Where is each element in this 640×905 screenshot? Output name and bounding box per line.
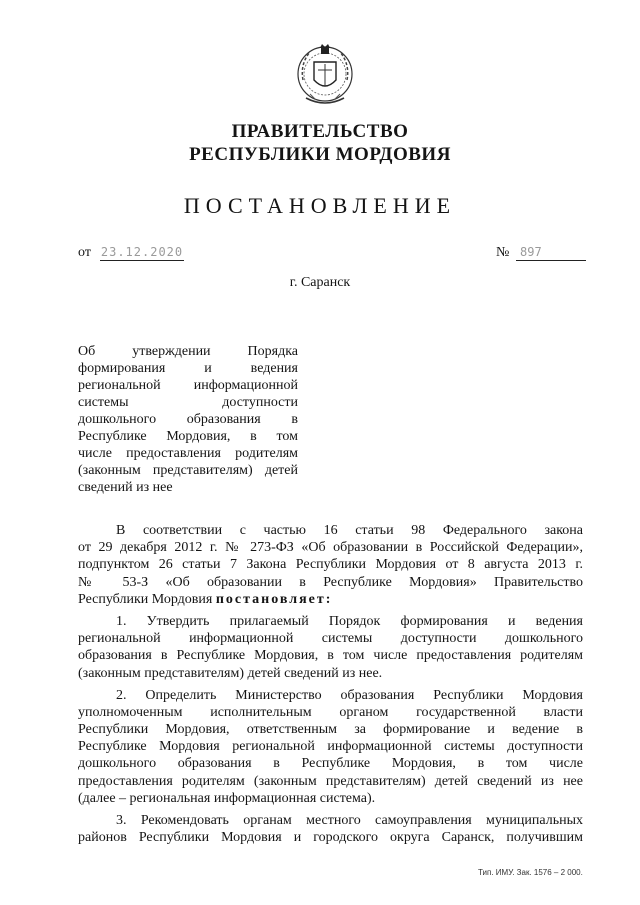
body-line: дошкольного образования в Республике Мордовия, в том числе (78, 756, 583, 772)
document-subject (78, 343, 298, 496)
subject-line: системы доступности (78, 395, 298, 410)
body-line: 1. Утвердить прилагаемый Порядок формирования и ведения (116, 613, 583, 629)
subject-line: числе предоставления родителям (78, 446, 298, 461)
body-line (78, 591, 583, 608)
preamble-end: Республики Мордовия (78, 591, 216, 607)
body-line: Республике Мордовия региональной информационной системы доступности (78, 739, 583, 755)
date-field: 23.12.2020 (100, 245, 184, 259)
coat-of-arms-mordovia-icon (294, 40, 356, 110)
subject-line: сведений из нее (78, 480, 173, 495)
resolves-keyword: постановляет: (215, 591, 333, 607)
body-line: предоставления родителям (законным представителям) детей сведений из нее (78, 773, 583, 789)
document-type-title: ПОСТАНОВЛЕНИЕ (183, 193, 457, 218)
subject-line: Республике Мордовия, в том (78, 429, 298, 444)
subject-line: формирования и ведения (78, 361, 298, 376)
organization-name-line1: ПРАВИТЕЛЬСТВО (231, 121, 409, 142)
body-line: региональной информационной системы доступности дошкольного (78, 631, 583, 647)
body-line: подпунктом 26 статьи 7 Закона Республики Мордовия от 8 августа 2013 г. (78, 557, 583, 573)
organization-name-line2: РЕСПУБЛИКИ МОРДОВИЯ (189, 144, 451, 165)
body-line: уполномоченным исполнительным органом государственной власти (78, 704, 583, 720)
date-label: от (78, 245, 91, 260)
subject-line: дошкольного образования в (78, 412, 298, 427)
print-info: Тип. ИМУ. Зак. 1576 – 2 000. (478, 868, 583, 877)
subject-line: региональной информационной (78, 378, 298, 393)
body-line: (законным представителям) детей сведений из нее. (78, 665, 383, 681)
body-line: 2. Определить Министерство образования Республики Мордовия (116, 687, 583, 703)
body-line: № 53-З «Об образовании в Республике Мордовия» Правительство (78, 574, 583, 590)
body-line: В соответствии с частью 16 статьи 98 Федерального закона (116, 523, 583, 538)
body-line: 3. Рекомендовать органам местного самоуправления муниципальных (116, 813, 583, 828)
body-line: Республики Мордовия, ответственным за формирование и ведение в (78, 722, 583, 738)
city-line: г. Саранск (289, 275, 351, 290)
subject-line: (законным представителям) детей (78, 463, 298, 478)
body-line: образования в Республике Мордовия, в том числе предоставления родителям (78, 648, 583, 664)
subject-line: Об утверждении Порядка (78, 344, 298, 359)
document-body (78, 522, 583, 846)
body-line: районов Республики Мордовия и городского округа Саранск, получившим (78, 830, 583, 846)
number-label: № (496, 245, 510, 260)
body-line: (далее – региональная информационная система). (78, 790, 376, 806)
body-line: от 29 декабря 2012 г. № 273-ФЗ «Об образовании в Российской Федерации», (78, 540, 583, 556)
document-number-field: 897 (516, 245, 586, 261)
